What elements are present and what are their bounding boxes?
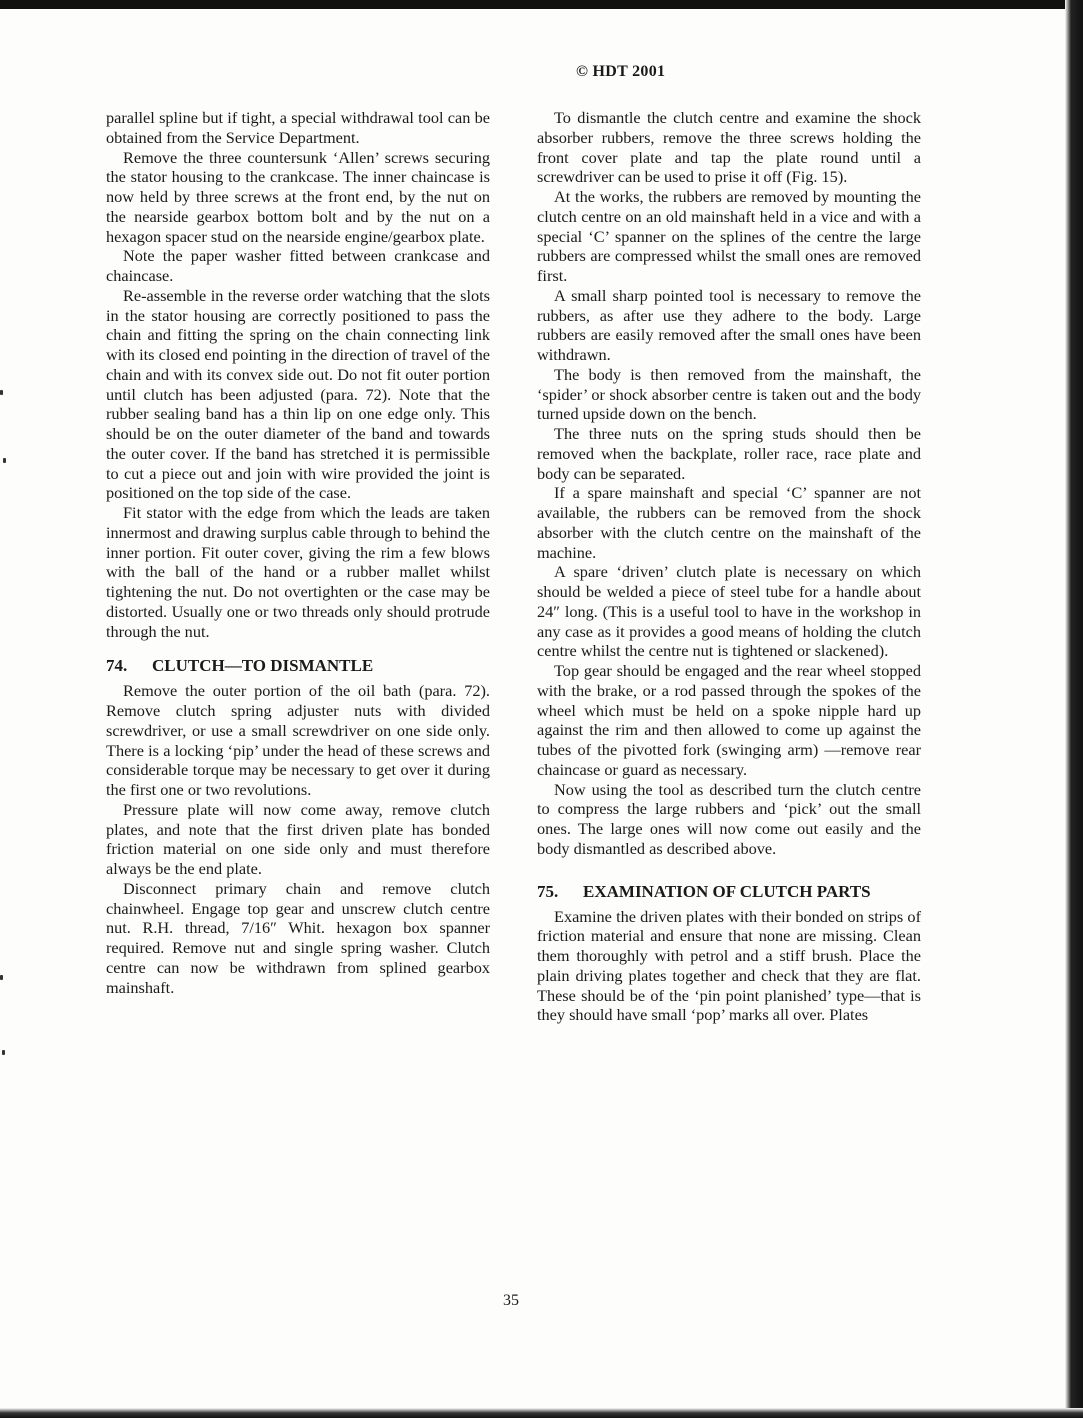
section-75-title: EXAMINATION OF CLUTCH PARTS [583,881,871,901]
scan-border-bottom [0,1408,1083,1418]
paragraph: A spare ‘driven’ clutch plate is necessary on which should be welded a piece of steel tube for a handle about 24″ long. (This is a useful tool to have in the workshop in any case as it provides a good means of holding the clutch centre whilst the centre nut is tightened or slackened). [537,562,921,661]
paragraph: Re-assemble in the reverse order watching that the slots in the stator housing are correctly positioned to pass the chain and fitting the spring on the chain connecting link with its closed end pointing in the direction of travel of the chain and with its convex side out. Do not fit outer portion until clutch has been adjusted (para. 72). Note that the rubber sealing band has a thin lip on one edge only. This should be on the outer diameter of the band and towards the outer cover. If the band has stretched it is permissible to cut a piece out and join with wire provided the joint is positioned on the top side of the case. [106,285,490,503]
scan-speck [3,458,6,463]
section-75-number: 75. [537,881,559,901]
paragraph: Remove the outer portion of the oil bath (para. 72). Remove clutch spring adjuster nuts with divided screwdriver, or use a small screwdriver on one side only. There is a locking ‘pip’ under the head of these screws and considerable torque may be necessary to get over it during the first one or two revolutions. [106,681,490,799]
paragraph: Top gear should be engaged and the rear wheel stopped with the brake, or a rod passed through the spokes of the wheel which must be held on a spoke nipple hard up against the rim and then allowed to come up against the tubes of the pivotted fork (swinging arm) —remove rear chaincase or guard as necessary. [537,661,921,779]
left-paragraphs-after [106,681,490,997]
left-paragraphs-before [106,108,490,641]
scan-speck [2,1050,5,1055]
paragraph: A small sharp pointed tool is necessary to remove the rubbers, as after use they adhere to the body. Large rubbers are easily removed after the small ones have been withdrawn. [537,285,921,364]
paragraph: The three nuts on the spring studs should then be removed when the backplate, roller race, race plate and body can be separated. [537,424,921,483]
section-74-heading [106,655,490,676]
paragraph: parallel spline but if tight, a special withdrawal tool can be obtained from the Service Department. [106,108,490,147]
paragraph: If a spare mainshaft and special ‘C’ spanner are not available, the rubbers can be removed from the shock absorber with the clutch centre on the mainshaft of the machine. [537,483,921,562]
scan-speck [0,975,3,980]
left-column [106,108,490,997]
copyright-header: © HDT 2001 [576,63,666,80]
paragraph: To dismantle the clutch centre and examine the shock absorber rubbers, remove the three screws holding the front cover plate and tap the plate round until a screwdriver can be used to prise it off (Fig. 15). [537,108,921,187]
right-column [537,108,921,1025]
section-74-number: 74. [106,656,128,676]
right-paragraphs-before [537,108,921,859]
paragraph: Disconnect primary chain and remove clutch chainwheel. Engage top gear and unscrew clutch centre nut. R.H. thread, 7/16″ Whit. hexagon box spanner required. Remove nut and single spring washer. Clutch centre can now be withdrawn from splined gearbox mainshaft. [106,878,490,997]
paragraph: Remove the three countersunk ‘Allen’ screws securing the stator housing to the crankcase. The inner chaincase is now held by three screws at the front end, by the nut on the nearside gearbox bottom bolt and by the nut on a hexagon spacer stud on the nearside engine/gearbox plate. [106,147,490,246]
paragraph: Now using the tool as described turn the clutch centre to compress the large rubbers and ‘pick’ out the small ones. The large ones will now come out easily and the body dismantled as described above. [537,779,921,858]
paragraph: Fit stator with the edge from which the leads are taken innermost and drawing surplus cable through to behind the inner portion. Fit outer cover, giving the rim a few blows with the ball of the hand or a rubber mallet whilst tightening the nut. Do not overtighten or the case may be distorted. Usually one or two threads only should protrude through the nut. [106,503,490,641]
scan-border-top [0,0,1083,9]
paragraph: Note the paper washer fitted between crankcase and chaincase. [106,246,490,285]
paragraph: The body is then removed from the mainshaft, the ‘spider’ or shock absorber centre is taken out and the body turned upside down on the bench. [537,364,921,424]
section-75-heading [537,881,921,902]
right-paragraphs-after [537,907,921,1026]
page-number: 35 [503,1292,519,1309]
paragraph: Pressure plate will now come away, remove clutch plates, and note that the first driven plate has bonded friction material on one side only and must therefore always be the end plate. [106,799,490,878]
scan-border-right [1065,0,1083,1418]
scan-speck [0,390,3,395]
section-74-title: CLUTCH—TO DISMANTLE [152,656,374,676]
paragraph: At the works, the rubbers are removed by mounting the clutch centre on an old mainshaft held in a vice and with a special ‘C’ spanner on the splines of the centre the large rubbers are compressed whilst the small ones are removed first. [537,187,921,285]
paragraph: Examine the driven plates with their bonded on strips of friction material and ensure that none are missing. Clean them thoroughly with petrol and a stiff brush. Place the plain driving plates together and check that they are flat. These should be of the ‘pin point planished’ type—that is they should have small ‘pop’ marks all over. Plates [537,906,921,1025]
